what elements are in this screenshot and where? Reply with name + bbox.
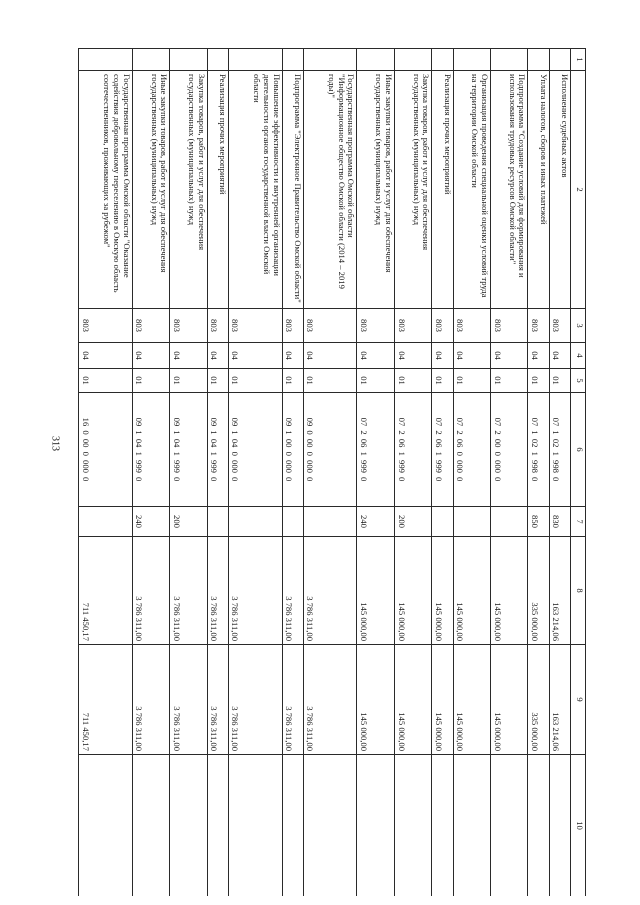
cell-empty	[394, 755, 431, 897]
cell-c7: 830	[549, 507, 570, 537]
cell-name: Реализация прочих мероприятий	[207, 71, 228, 309]
cell-c5: 01	[432, 369, 453, 393]
cell-empty	[303, 755, 357, 897]
cell-c4: 04	[549, 343, 570, 369]
cell-c8: 145 000,00	[357, 537, 394, 645]
cell-c5: 01	[549, 369, 570, 393]
cell-c7	[453, 507, 490, 537]
cell-c3: 803	[549, 309, 570, 343]
cell-empty	[79, 755, 133, 897]
cell-c3: 803	[207, 309, 228, 343]
page-number: 313	[49, 436, 61, 451]
cell-c3: 803	[394, 309, 431, 343]
cell-empty	[357, 755, 394, 897]
table-row	[207, 49, 228, 897]
cell-c6: 07 2 00 0 000 0	[491, 393, 528, 507]
cell-c3: 803	[432, 309, 453, 343]
cell-c5: 01	[79, 369, 133, 393]
cell-c6: 07 2 06 0 000 0	[453, 393, 490, 507]
cell-c5: 01	[394, 369, 431, 393]
cell-c8: 3 786 311,00	[132, 537, 169, 645]
cell-c5: 01	[491, 369, 528, 393]
cell-c6: 09 1 00 0 000 0	[282, 393, 303, 507]
header-row	[571, 49, 586, 897]
cell-name: Уплата налогов, сборов и иных платежей	[528, 71, 549, 309]
cell-empty	[170, 49, 207, 71]
cell-c4: 04	[453, 343, 490, 369]
table-row	[79, 49, 133, 897]
cell-empty	[394, 49, 431, 71]
cell-empty	[228, 49, 282, 71]
cell-c9: 711 450,17	[79, 645, 133, 755]
cell-c9: 163 214,06	[549, 645, 570, 755]
cell-c7	[79, 507, 133, 537]
cell-empty	[432, 755, 453, 897]
table-row	[170, 49, 207, 897]
cell-empty	[432, 49, 453, 71]
table-row	[549, 49, 570, 897]
cell-c5: 01	[170, 369, 207, 393]
table-body	[79, 49, 571, 897]
cell-c9: 145 000,00	[432, 645, 453, 755]
table-row	[453, 49, 490, 897]
column-header: 10	[571, 755, 586, 897]
cell-empty	[282, 755, 303, 897]
cell-c4: 04	[394, 343, 431, 369]
cell-c8: 163 214,06	[549, 537, 570, 645]
cell-c5: 01	[207, 369, 228, 393]
cell-c7	[207, 507, 228, 537]
column-header: 6	[571, 393, 586, 507]
cell-c7: 200	[170, 507, 207, 537]
cell-c3: 803	[357, 309, 394, 343]
cell-c3: 803	[228, 309, 282, 343]
cell-c7	[282, 507, 303, 537]
cell-name: Иные закупки товаров, работ и услуг для обеспечения государственных (муниципальных) нужд	[132, 71, 169, 309]
cell-c9: 3 786 311,00	[282, 645, 303, 755]
cell-c9: 335 000,00	[528, 645, 549, 755]
cell-c9: 145 000,00	[357, 645, 394, 755]
cell-c4: 04	[170, 343, 207, 369]
cell-c8: 3 786 311,00	[228, 537, 282, 645]
cell-empty	[491, 49, 528, 71]
cell-name: Иные закупки товаров, работ и услуг для обеспечения государственных (муниципальных) нужд	[357, 71, 394, 309]
cell-c8: 3 786 311,00	[303, 537, 357, 645]
cell-name: Закупка товаров, работ и услуг для обеспечения государственных (муниципальных) нужд	[394, 71, 431, 309]
budget-table	[78, 48, 586, 896]
cell-c5: 01	[228, 369, 282, 393]
cell-c4: 04	[303, 343, 357, 369]
cell-c4: 04	[79, 343, 133, 369]
cell-c9: 3 786 311,00	[132, 645, 169, 755]
cell-c6: 09 1 04 1 999 0	[132, 393, 169, 507]
cell-c7: 240	[132, 507, 169, 537]
table-row	[432, 49, 453, 897]
cell-c6: 07 2 06 1 999 0	[394, 393, 431, 507]
cell-c4: 04	[491, 343, 528, 369]
cell-c8: 145 000,00	[491, 537, 528, 645]
table-row	[228, 49, 282, 897]
cell-name: Закупка товаров, работ и услуг для обеспечения государственных (муниципальных) нужд	[170, 71, 207, 309]
table-row	[303, 49, 357, 897]
table-row	[132, 49, 169, 897]
column-header: 2	[571, 71, 586, 309]
cell-empty	[170, 755, 207, 897]
cell-name: Повышение эффективности и внутренней организации деятельности органов государственной власти Омской области	[228, 71, 282, 309]
cell-empty	[132, 49, 169, 71]
column-header: 8	[571, 537, 586, 645]
column-header: 7	[571, 507, 586, 537]
cell-empty	[79, 49, 133, 71]
cell-c3: 803	[303, 309, 357, 343]
cell-c9: 145 000,00	[491, 645, 528, 755]
cell-c8: 3 786 311,00	[170, 537, 207, 645]
cell-empty	[282, 49, 303, 71]
cell-c9: 3 786 311,00	[228, 645, 282, 755]
cell-c7: 850	[528, 507, 549, 537]
column-header: 4	[571, 343, 586, 369]
cell-c3: 803	[170, 309, 207, 343]
cell-name: Реализация прочих мероприятий	[432, 71, 453, 309]
table-row	[282, 49, 303, 897]
cell-c4: 04	[228, 343, 282, 369]
cell-c8: 335 000,00	[528, 537, 549, 645]
cell-empty	[303, 49, 357, 71]
cell-c4: 04	[432, 343, 453, 369]
table-container	[78, 48, 586, 896]
cell-c9: 3 786 311,00	[207, 645, 228, 755]
cell-c7	[303, 507, 357, 537]
table-row	[528, 49, 549, 897]
cell-c7	[432, 507, 453, 537]
cell-name: Организация проведения специальной оценки условий труда на территории Омской области	[453, 71, 490, 309]
column-header: 3	[571, 309, 586, 343]
column-header: 5	[571, 369, 586, 393]
cell-empty	[549, 49, 570, 71]
cell-empty	[357, 49, 394, 71]
cell-c8: 3 786 311,00	[207, 537, 228, 645]
table-row	[394, 49, 431, 897]
cell-name: Подпрограмма "Создание условий для формирования и использования трудовых ресурсов Омской области"	[491, 71, 528, 309]
cell-empty	[453, 49, 490, 71]
cell-c7	[491, 507, 528, 537]
cell-c6: 07 2 06 1 999 0	[432, 393, 453, 507]
cell-c9: 3 786 311,00	[170, 645, 207, 755]
cell-empty	[528, 755, 549, 897]
cell-empty	[549, 755, 570, 897]
cell-c6: 09 0 00 0 000 0	[303, 393, 357, 507]
cell-c6: 07 1 02 1 998 0	[549, 393, 570, 507]
cell-c7: 200	[394, 507, 431, 537]
cell-name: Подпрограмма "Электронное Правительство Омской области"	[282, 71, 303, 309]
cell-c5: 01	[453, 369, 490, 393]
cell-empty	[528, 49, 549, 71]
cell-c4: 04	[207, 343, 228, 369]
cell-c7	[228, 507, 282, 537]
cell-c8: 3 786 311,00	[282, 537, 303, 645]
cell-c9: 145 000,00	[394, 645, 431, 755]
cell-c3: 803	[282, 309, 303, 343]
cell-name: Государственная программа Омской области "Оказание содействия добровольному переселению в Омскую область соотечественников, проживающих за рубежом"	[79, 71, 133, 309]
cell-c5: 01	[282, 369, 303, 393]
cell-c3: 803	[453, 309, 490, 343]
cell-c4: 04	[132, 343, 169, 369]
cell-c9: 145 000,00	[453, 645, 490, 755]
cell-empty	[132, 755, 169, 897]
cell-empty	[491, 755, 528, 897]
cell-c3: 803	[132, 309, 169, 343]
cell-c7: 240	[357, 507, 394, 537]
cell-c8: 145 000,00	[453, 537, 490, 645]
cell-name: Исполнение судебных актов	[549, 71, 570, 309]
cell-c6: 07 1 02 1 998 0	[528, 393, 549, 507]
cell-c8: 145 000,00	[394, 537, 431, 645]
cell-c9: 3 786 311,00	[303, 645, 357, 755]
cell-c5: 01	[303, 369, 357, 393]
cell-empty	[228, 755, 282, 897]
cell-c6: 16 0 00 0 000 0	[79, 393, 133, 507]
cell-empty	[207, 755, 228, 897]
cell-c6: 07 2 06 1 999 0	[357, 393, 394, 507]
column-header: 1	[571, 49, 586, 71]
cell-c5: 01	[357, 369, 394, 393]
cell-empty	[207, 49, 228, 71]
cell-c3: 803	[528, 309, 549, 343]
cell-c6: 09 1 04 1 999 0	[207, 393, 228, 507]
rotated-page	[78, 48, 586, 896]
cell-c5: 01	[132, 369, 169, 393]
cell-c3: 803	[79, 309, 133, 343]
cell-c6: 09 1 04 0 000 0	[228, 393, 282, 507]
cell-c5: 01	[528, 369, 549, 393]
cell-c4: 04	[282, 343, 303, 369]
cell-c8: 711 450,17	[79, 537, 133, 645]
cell-c8: 145 000,00	[432, 537, 453, 645]
cell-name: Государственная программа Омской области "Информационное общество Омской области (2014 – 2019 годы)"	[303, 71, 357, 309]
cell-empty	[453, 755, 490, 897]
table-row	[357, 49, 394, 897]
cell-c3: 803	[491, 309, 528, 343]
cell-c4: 04	[357, 343, 394, 369]
table-row	[491, 49, 528, 897]
column-header: 9	[571, 645, 586, 755]
cell-c6: 09 1 04 1 999 0	[170, 393, 207, 507]
cell-c4: 04	[528, 343, 549, 369]
